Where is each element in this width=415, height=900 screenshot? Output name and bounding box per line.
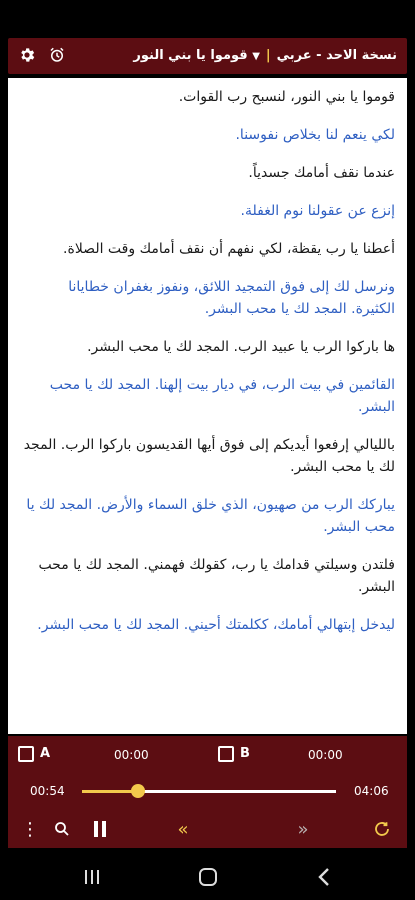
verse-item: ونرسل لك إلى فوق التمجيد اللائق، ونفوز بغفران خطايانا الكثيرة. المجد لك يا محب البشر. bbox=[68, 279, 395, 317]
repeat-icon[interactable] bbox=[370, 816, 394, 842]
label-b: B bbox=[240, 746, 250, 761]
search-icon[interactable] bbox=[50, 816, 74, 842]
verse-item: ها باركوا الرب يا عبيد الرب. المجد لك يا محب البشر. bbox=[87, 339, 395, 355]
prayer-text-list bbox=[8, 78, 407, 636]
verse-item: قوموا يا بني النور، لنسبح رب القوات. bbox=[178, 89, 395, 105]
dropdown-triangle-icon[interactable]: ▼ bbox=[252, 51, 260, 62]
duration-time: 04:06 bbox=[354, 784, 389, 798]
checkbox-b[interactable] bbox=[218, 746, 234, 762]
verse-item: إنزع عن عقولنا نوم الغفلة. bbox=[240, 203, 395, 219]
verse-item: أعطنا يا رب يقظة، لكي نفهم أن نقف أمامك وقت الصلاة. bbox=[63, 241, 395, 257]
recents-icon[interactable] bbox=[72, 863, 112, 891]
time-a: 00:00 bbox=[114, 748, 149, 762]
header-title-sub: قوموا يا بني النور bbox=[133, 48, 248, 63]
system-nav-bar bbox=[0, 855, 415, 900]
alarm-clock-icon[interactable] bbox=[46, 44, 68, 66]
verse-item: يباركك الرب من صهيون، الذي خلق السماء والأرض. المجد لك يا محب البشر. bbox=[26, 497, 395, 535]
settings-gear-icon[interactable] bbox=[16, 44, 38, 66]
back-icon[interactable] bbox=[304, 863, 344, 891]
verse-item: بالليالي إرفعوا أيديكم إلى فوق أيها القديسون باركوا الرب. المجد لك يا محب البشر. bbox=[23, 437, 395, 475]
time-b: 00:00 bbox=[308, 748, 343, 762]
seek-fill bbox=[82, 790, 138, 793]
pause-icon[interactable] bbox=[88, 816, 112, 842]
header-title[interactable] bbox=[133, 38, 397, 74]
verse-item: لكي ينعم لنا بخلاص نفوسنا. bbox=[235, 127, 395, 143]
more-vert-icon[interactable]: ⋮ bbox=[21, 818, 39, 840]
header-sep: | bbox=[265, 48, 271, 63]
checkbox-a[interactable] bbox=[18, 746, 34, 762]
controls-row bbox=[8, 816, 407, 842]
verse-item: عندما نقف أمامك جسدياً. bbox=[248, 165, 395, 181]
ab-loop-row bbox=[8, 742, 407, 768]
seek-track[interactable] bbox=[82, 790, 336, 793]
top-bar bbox=[8, 38, 407, 74]
header-title-main: نسخة الاحد - عربي bbox=[276, 48, 397, 63]
header-icons bbox=[16, 44, 68, 68]
label-a: A bbox=[40, 746, 51, 761]
verse-item: ليدخل إبتهالي أمامك، ككلمتك أحيني. المجد لك يا محب البشر. bbox=[37, 617, 395, 633]
audio-player bbox=[8, 736, 407, 848]
seek-row bbox=[8, 778, 407, 804]
seek-thumb[interactable] bbox=[131, 784, 145, 798]
verse-item: القائمين في بيت الرب، في ديار بيت إلهنا. المجد لك يا محب البشر. bbox=[49, 377, 395, 415]
forward-icon[interactable]: » bbox=[297, 818, 309, 840]
rewind-icon[interactable]: « bbox=[177, 818, 189, 840]
home-icon[interactable] bbox=[188, 863, 228, 891]
verse-item: فلتدن وسيلتي قدامك يا رب، كقولك فهمني. المجد لك يا محب البشر. bbox=[38, 557, 395, 595]
prayer-text-panel[interactable] bbox=[8, 78, 407, 734]
elapsed-time: 00:54 bbox=[30, 784, 65, 798]
